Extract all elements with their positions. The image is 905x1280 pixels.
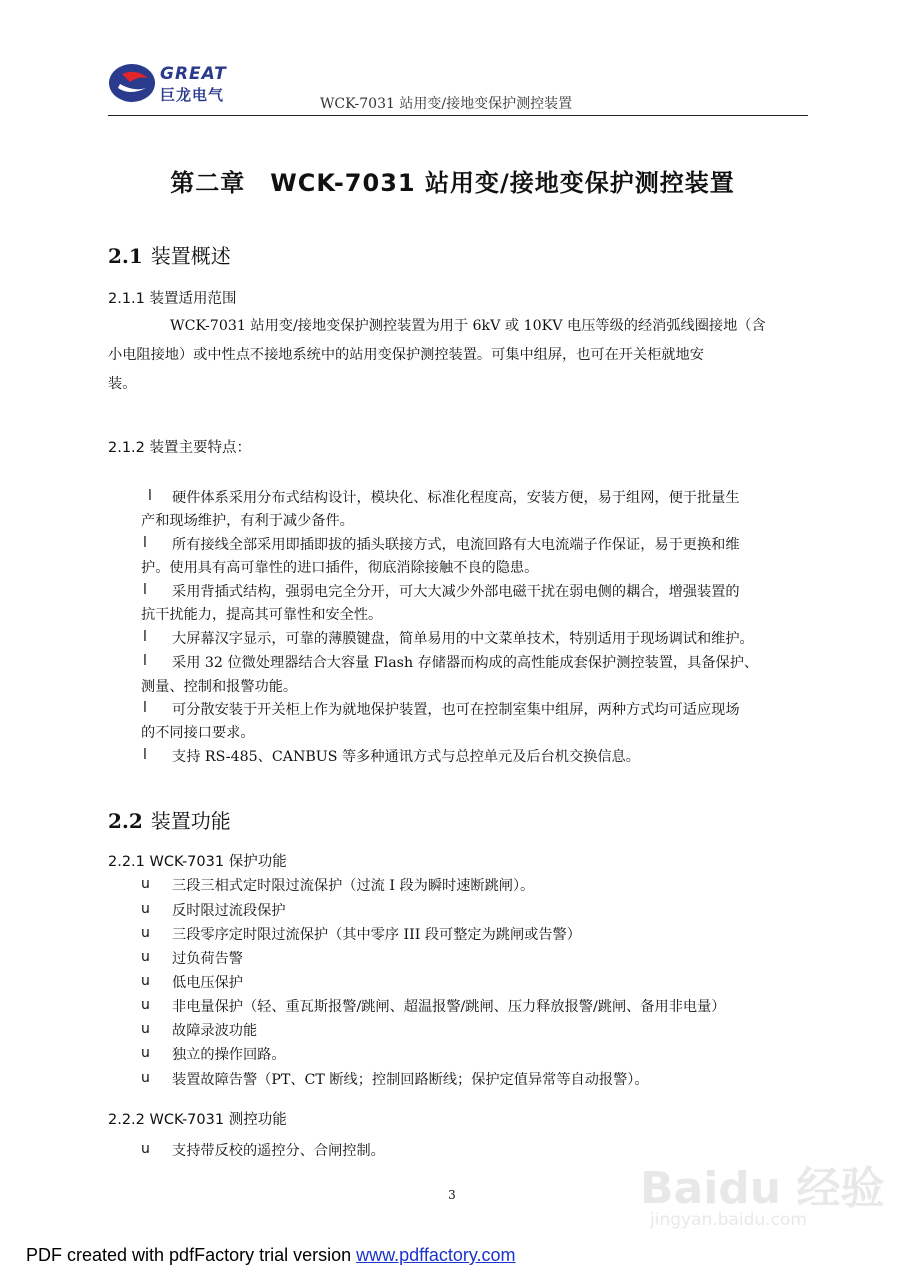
footer-link[interactable]: www.pdffactory.com — [356, 1245, 516, 1265]
feature-line-1: 支持 RS-485、CANBUS 等多种通讯方式与总控单元及后台机交换信息。 — [172, 749, 640, 765]
list-marker: u — [141, 1141, 150, 1157]
list-marker: u — [141, 1070, 150, 1086]
list-item-text: 故障录波功能 — [172, 1023, 258, 1039]
watermark-brand: Baidu 经验 — [640, 1163, 885, 1214]
company-logo — [108, 60, 238, 110]
page-number: 3 — [448, 1188, 456, 1202]
feature-line-1: 采用背插式结构，强弱电完全分开，可大大减少外部电磁干扰在弱电侧的耦合，增强装置的 — [172, 584, 740, 600]
feature-line-1: 可分散安装于开关柜上作为就地保护装置，也可在控制室集中组屏，两种方式均可适应现场 — [172, 702, 740, 718]
list-marker: u — [141, 901, 150, 917]
list-marker: u — [141, 997, 150, 1013]
feature-line-1: 硬件体系采用分布式结构设计，模块化、标准化程度高，安装方便，易于组网，便于批量生 — [172, 490, 740, 506]
list-item-text: 三段零序定时限过流保护（其中零序 III 段可整定为跳闸或告警） — [172, 927, 581, 943]
list-item-text: 非电量保护（轻、重瓦斯报警/跳闸、超温报警/跳闸、压力释放报警/跳闸、备用非电量） — [172, 999, 726, 1015]
bullet-marker: l — [143, 747, 147, 763]
subsection-2-1-1-heading: 2.1.1 装置适用范围 — [108, 291, 237, 307]
paragraph-line: WCK-7031 站用变/接地变保护测控装置为用于 6kV 或 10KV 电压等级的经消弧线圈接地（含 — [170, 318, 766, 334]
list-marker: u — [141, 925, 150, 941]
logo-emblem-icon — [108, 62, 156, 104]
paragraph-line: 装。 — [108, 376, 137, 392]
bullet-marker: l — [143, 582, 147, 598]
subsection-2-1-2-heading: 2.1.2 装置主要特点： — [108, 440, 252, 456]
feature-line-1: 所有接线全部采用即插即拔的插头联接方式，电流回路有大电流端子作保证，易于更换和维 — [172, 537, 740, 553]
bullet-marker: l — [143, 535, 147, 551]
feature-line-2: 测量、控制和报警功能。 — [141, 679, 298, 695]
list-item-text: 低电压保护 — [172, 975, 243, 991]
list-marker: u — [141, 1021, 150, 1037]
baidu-watermark — [640, 1152, 885, 1252]
logo-text-en: GREAT — [160, 64, 227, 84]
header-divider — [108, 115, 808, 116]
section-title: 装置概述 — [150, 244, 231, 268]
feature-line-1: 大屏幕汉字显示，可靠的薄膜键盘，简单易用的中文菜单技术，特别适用于现场调试和维护。 — [172, 631, 754, 647]
section-title: 装置功能 — [150, 809, 231, 833]
bullet-marker: l — [143, 629, 147, 645]
feature-line-2: 产和现场维护，有利于减少备件。 — [141, 513, 354, 529]
bullet-marker: l — [143, 700, 147, 716]
logo-text-cn: 巨龙电气 — [160, 86, 225, 104]
bullet-marker: l — [148, 488, 152, 504]
section-number: 2.2 — [108, 809, 143, 833]
paragraph-line: 小电阻接地）或中性点不接地系统中的站用变保护测控装置。可集中组屏，也可在开关柜就地安 — [108, 347, 704, 363]
section-2-2-heading — [108, 805, 231, 834]
list-item-text: 装置故障告警（PT、CT 断线；控制回路断线；保护定值异常等自动报警）。 — [172, 1072, 649, 1088]
subsection-2-2-1-heading: 2.2.1 WCK-7031 保护功能 — [108, 854, 287, 870]
feature-line-2: 抗干扰能力，提高其可靠性和安全性。 — [141, 607, 383, 623]
list-marker: u — [141, 949, 150, 965]
bullet-marker: l — [143, 653, 147, 669]
running-header-title: WCK-7031 站用变/接地变保护测控装置 — [320, 96, 573, 112]
feature-line-2: 的不同接口要求。 — [141, 725, 255, 741]
section-2-1-heading — [108, 240, 231, 269]
chapter-title: 第二章 WCK-7031 站用变/接地变保护测控装置 — [170, 169, 735, 197]
feature-line-1: 采用 32 位微处理器结合大容量 Flash 存储器而构成的高性能成套保护测控装置，具备保护、 — [172, 655, 759, 671]
list-item-text: 过负荷告警 — [172, 951, 243, 967]
list-marker: u — [141, 973, 150, 989]
list-item-text: 反时限过流段保护 — [172, 903, 286, 919]
list-marker: u — [141, 1045, 150, 1061]
list-item-text: 三段三相式定时限过流保护（过流 I 段为瞬时速断跳闸）。 — [172, 878, 535, 894]
footer-text: PDF created with pdfFactory trial version — [26, 1245, 357, 1265]
pdf-footer — [26, 1245, 516, 1266]
list-item-text: 支持带反校的遥控分、合闸控制。 — [172, 1143, 385, 1159]
section-number: 2.1 — [108, 244, 143, 268]
list-marker: u — [141, 876, 150, 892]
list-item-text: 独立的操作回路。 — [172, 1047, 286, 1063]
feature-line-2: 护。使用具有高可靠性的进口插件，彻底消除接触不良的隐患。 — [141, 560, 539, 576]
subsection-2-2-2-heading: 2.2.2 WCK-7031 测控功能 — [108, 1112, 287, 1128]
watermark-url: jingyan.baidu.com — [650, 1210, 807, 1230]
